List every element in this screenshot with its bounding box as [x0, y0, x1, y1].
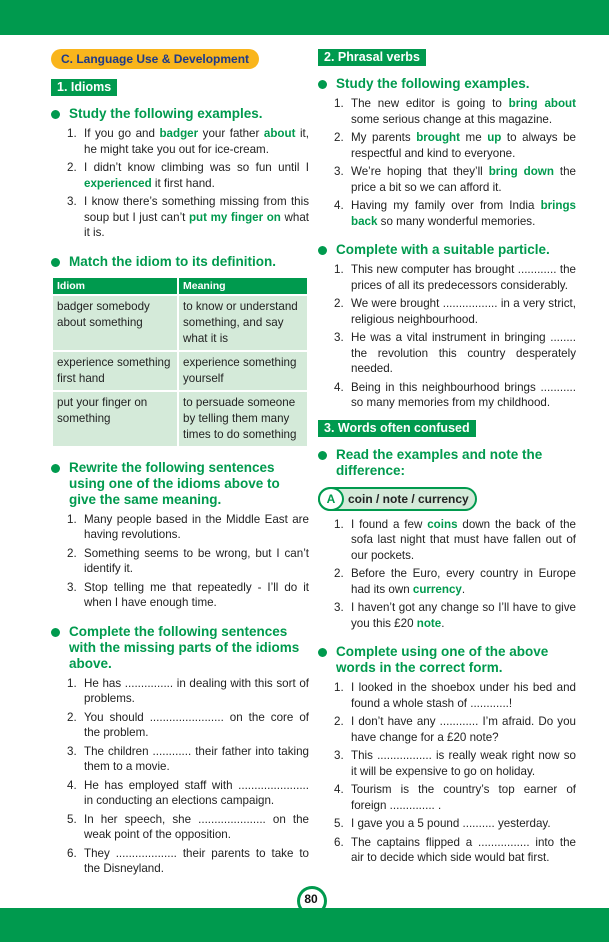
- highlighted-phrase: badger: [159, 127, 199, 140]
- text: We’re hoping that they’ll: [351, 165, 489, 178]
- table-row: [52, 351, 308, 391]
- highlighted-phrase: bring down: [488, 165, 554, 178]
- highlighted-phrase: coins: [427, 517, 458, 531]
- list-item: [67, 710, 309, 741]
- highlighted-phrase: about: [263, 127, 296, 140]
- item-number: 4.: [334, 783, 344, 796]
- item-text: We were brought ................. in a very strict, religious neighbourhood.: [351, 297, 576, 326]
- highlighted-phrase: bring about: [508, 97, 577, 110]
- item-text: In her speech, she ..................... on the weak point of the opposition.: [84, 812, 309, 841]
- table-row: [52, 295, 308, 351]
- idiom-cell: put your finger on something: [52, 391, 178, 447]
- text: My parents: [351, 131, 417, 144]
- right-column: [318, 49, 576, 886]
- example-item: [334, 566, 576, 597]
- top-band: [0, 0, 609, 35]
- rewrite-list: [51, 512, 309, 614]
- list-item: [334, 714, 576, 745]
- meaning-cell: to know or understand something, and say what it is: [178, 295, 308, 351]
- table-row: [52, 391, 308, 447]
- list-item: [67, 812, 309, 843]
- item-text: The children ............ their father into taking them to a movie.: [84, 744, 309, 773]
- highlighted-phrase: currency: [412, 582, 462, 596]
- item-number: 6.: [67, 846, 77, 860]
- highlighted-phrase: brings back: [351, 199, 576, 228]
- footer: [0, 886, 609, 942]
- idiom-table: [51, 276, 309, 448]
- item-number: 4.: [334, 199, 344, 212]
- item-number: 1.: [334, 517, 344, 531]
- list-item: [334, 680, 576, 711]
- item-number: 6.: [334, 835, 344, 849]
- item-number: 1.: [334, 97, 344, 110]
- item-number: 3.: [67, 744, 77, 758]
- bottom-band: [0, 908, 609, 942]
- text: down the back of the sofa last night that must have fallen out of our pockets.: [351, 517, 577, 562]
- list-item: [67, 744, 309, 775]
- study-heading: Study the following examples.: [51, 106, 309, 122]
- item-number: 2.: [67, 161, 77, 174]
- example-item: [334, 517, 576, 564]
- text: what it is.: [84, 210, 309, 239]
- complete-list: [51, 676, 309, 880]
- list-item: [67, 846, 309, 877]
- item-number: 2.: [67, 546, 77, 560]
- item-number: 3.: [334, 601, 344, 614]
- text: I know there’s something missing from this soup but I just can’t: [84, 195, 309, 224]
- list-item: [334, 835, 576, 866]
- list-item: [67, 546, 309, 577]
- example-item: [334, 600, 576, 631]
- item-number: 5.: [67, 812, 77, 826]
- item-number: 3.: [334, 331, 344, 344]
- list-item: [67, 512, 309, 543]
- item-text: They ................... their parents to take to the Disneyland.: [84, 846, 309, 875]
- item-number: 3.: [67, 580, 77, 594]
- rewrite-heading: Rewrite the following sentences using one of the idioms above to give the same meaning.: [51, 460, 309, 508]
- left-column: [51, 49, 309, 886]
- table-header: Meaning: [178, 277, 308, 295]
- item-number: 1.: [334, 681, 344, 694]
- text: it, he might take you out for ice-cream.: [84, 127, 309, 156]
- item-text: You should ....................... on the core of the problem.: [84, 710, 309, 739]
- item-number: 2.: [334, 567, 344, 580]
- complete-heading: Complete the following sentences with the missing parts of the idioms above.: [51, 624, 309, 672]
- highlighted-phrase: brought: [416, 131, 460, 144]
- example-item: [334, 198, 576, 229]
- item-number: 2.: [334, 297, 344, 310]
- page-number: 80: [296, 886, 326, 908]
- item-number: 1.: [67, 676, 77, 690]
- item-number: 2.: [334, 715, 344, 728]
- text: .: [441, 616, 445, 630]
- item-text: Stop telling me that repeatedly - I’ll do it when I have enough time.: [84, 580, 309, 609]
- example-item: [334, 96, 576, 127]
- text: the price a bit so we can afford it.: [351, 165, 576, 194]
- confused-tag: 3. Words often confused: [318, 420, 476, 437]
- item-text: I don’t have any ............ I’m afraid. Do you have change for a £20 note?: [351, 715, 576, 744]
- text: some serious change at this magazine.: [351, 112, 553, 126]
- text: I didn’t know climbing was so fun until I: [84, 161, 309, 174]
- item-number: 2.: [334, 131, 344, 144]
- idiom-examples: [51, 126, 309, 244]
- item-number: 1.: [67, 512, 77, 526]
- text: me: [460, 131, 488, 144]
- pill-letter: A: [318, 487, 344, 511]
- item-text: I gave you a 5 pound .......... yesterday.: [351, 817, 551, 830]
- pill-text: coin / note / currency: [348, 491, 469, 506]
- text: to always be respectful and kind to everyone.: [351, 131, 576, 160]
- text: I found a few: [351, 517, 428, 531]
- text: it first hand.: [151, 176, 215, 190]
- list-item: [334, 330, 576, 377]
- example-item: [67, 126, 309, 157]
- item-text: He has ............... in dealing with this sort of problems.: [84, 676, 309, 705]
- highlighted-phrase: note: [416, 616, 442, 630]
- example-item: [67, 194, 309, 241]
- form-heading: Complete using one of the above words in the correct form.: [318, 644, 576, 676]
- example-item: [334, 164, 576, 195]
- text: so many wonderful memories.: [377, 214, 536, 228]
- section-title: C. Language Use & Development: [51, 49, 259, 69]
- item-text: This new computer has brought ............ the prices of all its predecessors considerably.: [351, 263, 576, 292]
- idioms-tag: 1. Idioms: [51, 79, 117, 96]
- particle-list: [318, 262, 576, 414]
- item-number: 2.: [67, 710, 77, 724]
- item-text: I looked in the shoebox under his bed and found a whole stash of ............!: [351, 681, 576, 710]
- text: The new editor is going to: [351, 97, 509, 110]
- confused-examples: [318, 517, 576, 635]
- item-text: Something seems to be wrong, but I can’t identify it.: [84, 546, 309, 575]
- list-item: [334, 380, 576, 411]
- text: If you go and: [84, 127, 160, 140]
- item-number: 4.: [67, 778, 77, 792]
- list-item: [334, 262, 576, 293]
- example-item: [67, 160, 309, 191]
- list-item: [334, 816, 576, 832]
- item-text: He was a vital instrument in bringing ........ the revolution this country desperately needed.: [351, 331, 576, 375]
- idiom-cell: experience something first hand: [52, 351, 178, 391]
- list-item: [334, 748, 576, 779]
- idiom-cell: badger somebody about something: [52, 295, 178, 351]
- list-item: [334, 782, 576, 813]
- form-list: [318, 680, 576, 869]
- phrasal-tag: 2. Phrasal verbs: [318, 49, 426, 66]
- list-item: [67, 676, 309, 707]
- particle-heading: Complete with a suitable particle.: [318, 242, 576, 258]
- meaning-cell: to persuade someone by telling them many times to do something: [178, 391, 308, 447]
- item-number: 3.: [67, 195, 77, 208]
- item-text: He has employed staff with ...................... in conducting an elections campaign.: [84, 778, 309, 807]
- item-number: 3.: [334, 165, 344, 178]
- phrasal-examples: [318, 96, 576, 232]
- highlighted-phrase: put my finger on: [188, 210, 281, 224]
- text: .: [461, 582, 466, 596]
- highlighted-phrase: up: [487, 131, 502, 144]
- table-header: Idiom: [52, 277, 178, 295]
- item-number: 1.: [67, 127, 77, 140]
- list-item: [334, 296, 576, 327]
- text: Before the Euro, every country in Europe had its own: [351, 567, 576, 596]
- meaning-cell: experience something yourself: [178, 351, 308, 391]
- text: your father: [198, 127, 264, 140]
- text: I haven’t got any change so I’ll have to give you this £20: [351, 601, 576, 630]
- item-text: Being in this neighbourhood brings ........... so many memories from my childhood.: [351, 380, 576, 409]
- item-text: Tourism is the country’s top earner of foreign .............. .: [351, 783, 576, 812]
- match-heading: Match the idiom to its definition.: [51, 254, 309, 270]
- highlighted-phrase: experienced: [84, 176, 152, 190]
- item-text: Many people based in the Middle East are having revolutions.: [84, 512, 309, 541]
- list-item: [67, 580, 309, 611]
- item-number: 1.: [334, 263, 344, 276]
- word-group-pill: [318, 487, 477, 511]
- example-item: [334, 130, 576, 161]
- item-number: 4.: [334, 380, 344, 394]
- item-text: This ................. is really weak right now so it will be expensive to go on holiday.: [351, 749, 576, 778]
- item-number: 5.: [334, 817, 344, 830]
- item-number: 3.: [334, 749, 344, 762]
- text: Having my family over from India: [351, 199, 541, 212]
- phrasal-study-heading: Study the following examples.: [318, 76, 576, 92]
- item-text: The captains flipped a ................ into the air to decide which side would bat first.: [351, 835, 576, 864]
- read-heading: Read the examples and note the difference:: [318, 447, 576, 479]
- list-item: [67, 778, 309, 809]
